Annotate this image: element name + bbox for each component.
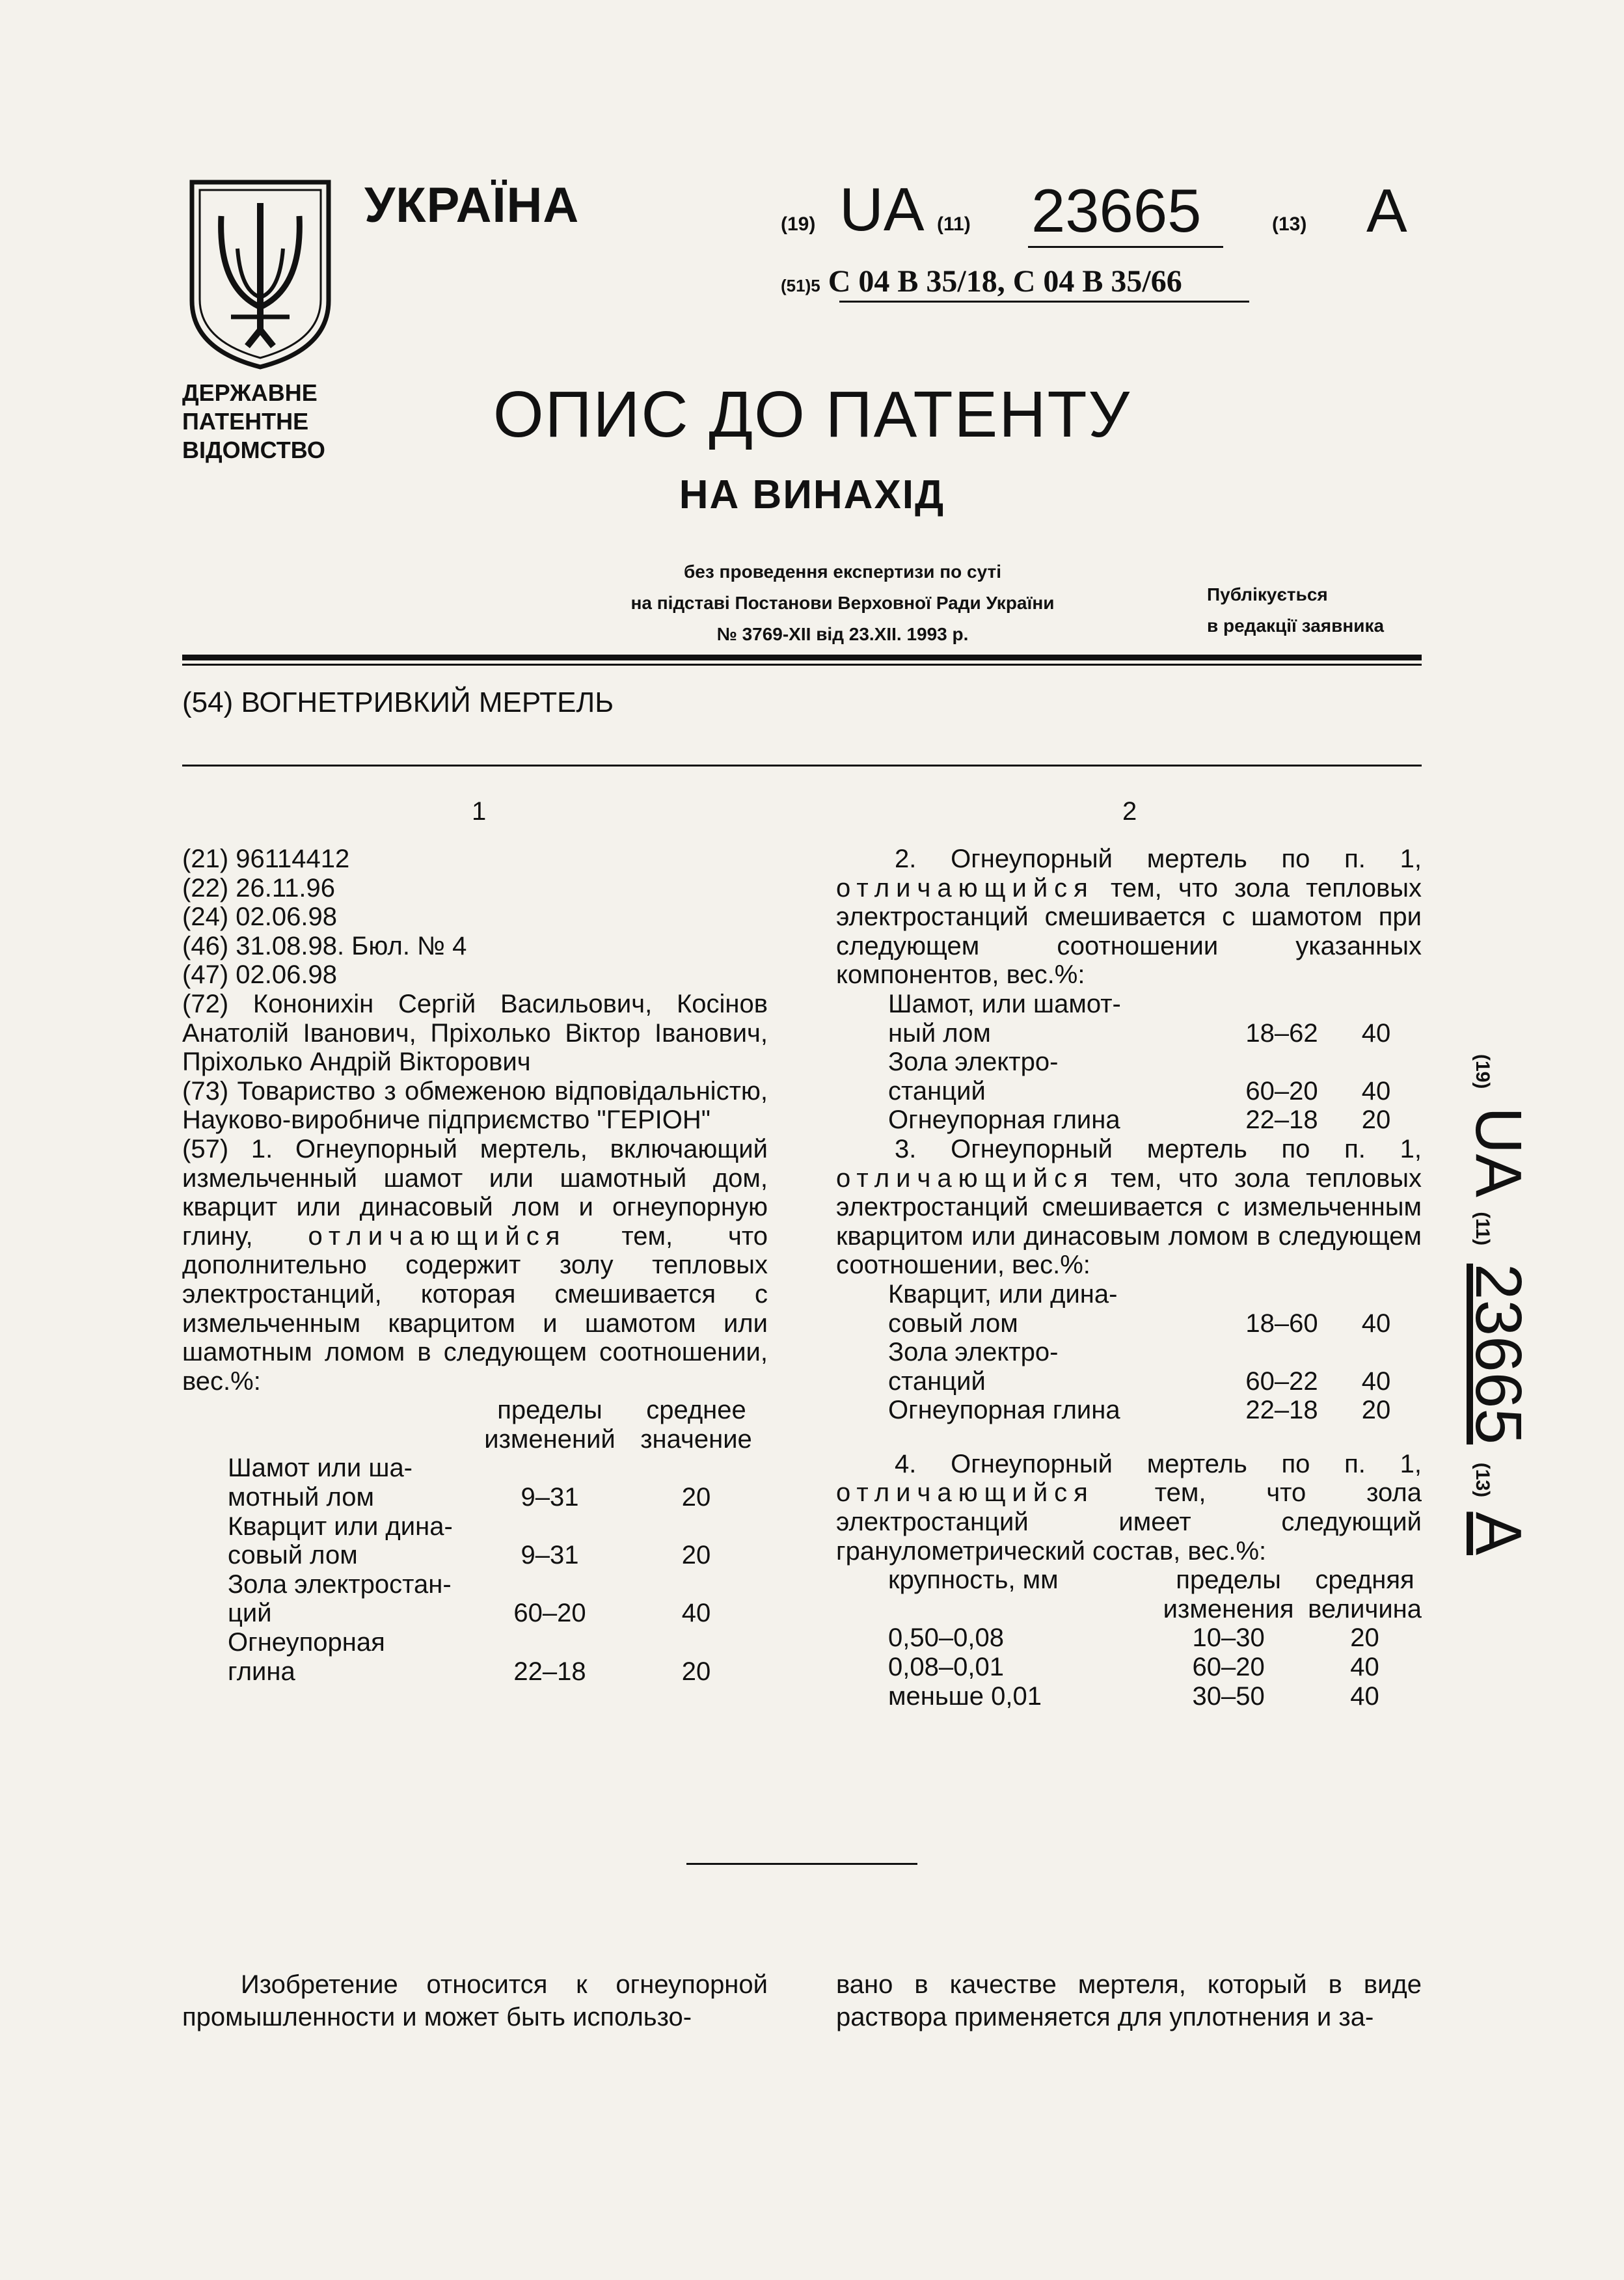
table-row: Шамот, или шамот- ный лом 18–62 40 <box>888 989 1391 1048</box>
claim-1: (57) 1. Огнеупорный мертель, включающий измельченный шамот или шамотный дом, кварцит или динасовый лом и огнеупорную глину, отличающийся тем, что дополнительно содержит золу тепловых электростанций, которая смешивается с измельченным кварцитом и шамотом или шамотным ломом в следующем соотношении, вес.%: <box>182 1134 768 1396</box>
title-rule <box>182 765 1422 767</box>
separator-rule <box>686 1863 917 1865</box>
biblio-47: (47) 02.06.98 <box>182 960 337 990</box>
header-range: пределы изменения <box>1163 1566 1294 1623</box>
code-11: (11) <box>937 213 971 235</box>
table-row: Огнеупорная глина 22–18 20 <box>888 1396 1391 1425</box>
table-row: 0,08–0,01 60–20 40 <box>888 1653 1379 1682</box>
claim-1-table <box>182 1396 768 1686</box>
left-column <box>182 845 768 1686</box>
ipc-label: (51)5 <box>781 276 820 295</box>
column-number-2: 2 <box>1122 797 1137 826</box>
table-row: Огнеупорная глина 22–18 20 <box>888 1106 1391 1135</box>
table-row: Огнеупорная глина 22–18 20 <box>228 1628 711 1686</box>
table-row: Шамот или ша- мотный лом 9–31 20 <box>228 1454 711 1512</box>
biblio-22: (22) 26.11.96 <box>182 873 335 903</box>
kind-code: A <box>1366 176 1407 245</box>
claim-4: 4. Огнеупорный мертель по п. 1, отличающийся тем, что зола электростанций имеет следующий гранулометрический состав, вес.%: <box>836 1449 1422 1566</box>
table-row: Зола электро- станций 60–22 40 <box>888 1338 1391 1396</box>
side-patent-id: (19) UA (11) 23665 (13) A <box>1462 1054 1535 1556</box>
document-subtitle: НА ВИНАХІД <box>679 472 945 517</box>
table-row: Кварцит, или дина- совый лом 18–60 40 <box>888 1279 1391 1338</box>
code-13: (13) <box>1272 213 1307 235</box>
patent-number: 23665 <box>1031 176 1202 245</box>
header-range: пределы изменений <box>484 1396 616 1454</box>
description-right: вано в качестве мертеля, который в виде раствора применяется для уплотнения и за- <box>836 1970 1422 2031</box>
claim-4-table <box>836 1566 1422 1711</box>
biblio-46: (46) 31.08.98. Бюл. № 4 <box>182 931 467 960</box>
claim-3: 3. Огнеупорный мертель по п. 1, отличающийся тем, что зола тепловых электростанций смешивается с измельченным кварцитом или динасовым ломом в следующем соотношении, вес.%: <box>836 1134 1422 1280</box>
ipc-underline <box>839 301 1249 303</box>
country-name: УКРАЇНА <box>364 178 580 233</box>
ipc-value: С 04 В 35/18, С 04 В 35/66 <box>828 264 1182 299</box>
header-average: среднее значение <box>640 1396 752 1454</box>
claim-2-table <box>836 990 1422 1135</box>
table-row: Кварцит или дина- совый лом 9–31 20 <box>228 1512 711 1570</box>
header-size: крупность, мм <box>888 1566 1059 1595</box>
biblio-21: (21) 96114412 <box>182 845 350 873</box>
ipc-classification <box>781 264 1182 299</box>
publication-note: Публікується в редакції заявника <box>1207 584 1385 636</box>
header-average: средняя величина <box>1308 1566 1422 1623</box>
table-row: Зола электро- станций 60–20 40 <box>888 1048 1391 1106</box>
expertise-note: без проведення експертизи по суті на підставі Постанови Верховної Ради України № 3769-XII від 23.XII. 1993 р. <box>630 562 1055 644</box>
owner: (73) Товариство з обмеженою відповідальністю, Науково-виробниче підприємство "ГЕРІОН" <box>182 1076 768 1135</box>
claim-2: 2. Огнеупорный мертель по п. 1, отличающийся тем, что зола тепловых электростанций смешивается с шамотом при следующем соотношении указанных компонентов, вес.%: <box>836 845 1422 990</box>
header-rule-thick <box>182 655 1422 660</box>
number-underline <box>1028 246 1223 248</box>
table-row: Зола электростан- ций 60–20 40 <box>228 1569 711 1628</box>
agency-name: ДЕРЖАВНЕ ПАТЕНТНЕ ВІДОМСТВО <box>182 379 325 463</box>
country-code: UA <box>839 175 925 243</box>
table-row: меньше 0,01 30–50 40 <box>888 1681 1379 1711</box>
header-rule-thin <box>182 664 1422 666</box>
description-left: Изобретение относится к огнеупорной промышленности и может быть использо- <box>182 1970 768 2031</box>
code-19: (19) <box>781 213 816 235</box>
column-number-1: 1 <box>472 797 487 826</box>
trident-emblem-icon <box>185 177 335 372</box>
inventors: (72) Кононихін Сергій Васильович, Косінов Анатолій Іванович, Пріхолько Віктор Іванович, Пріхолько Андрій Вікторович <box>182 989 768 1077</box>
invention-title: (54) ВОГНЕТРИВКИЙ МЕРТЕЛЬ <box>182 686 614 718</box>
table-row: 0,50–0,08 10–30 20 <box>888 1623 1379 1653</box>
document-title: ОПИС ДО ПАТЕНТУ <box>493 378 1131 451</box>
biblio-24: (24) 02.06.98 <box>182 903 337 932</box>
claim-3-table <box>836 1280 1422 1425</box>
right-column <box>836 845 1422 1711</box>
